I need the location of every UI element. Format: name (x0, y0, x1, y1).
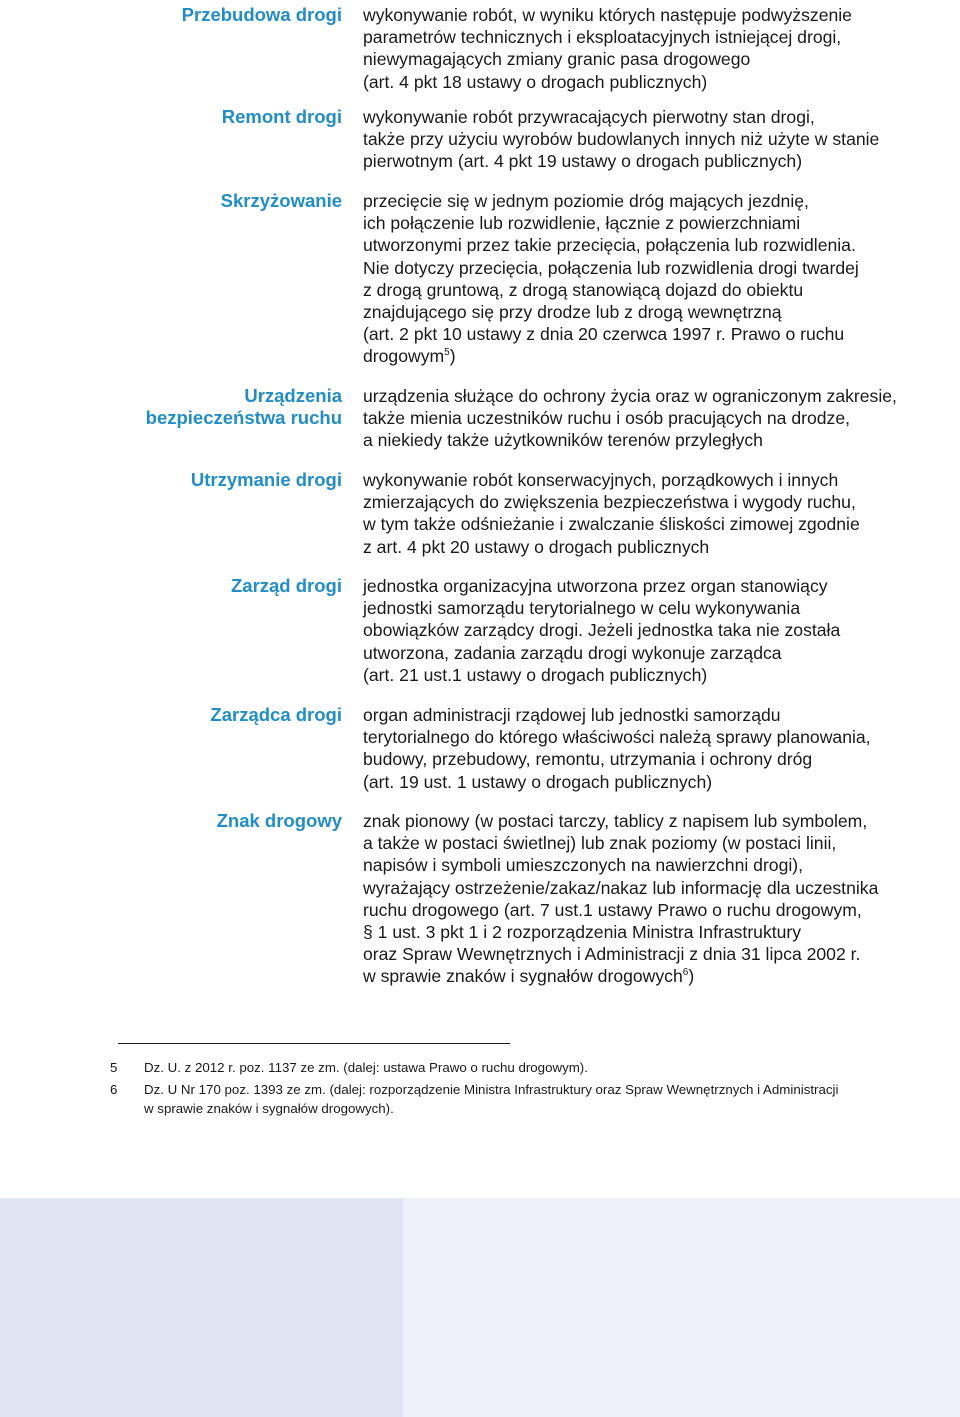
definition-line (363, 965, 960, 987)
glossary-term (12, 106, 342, 128)
term-line: Przebudowa drogi (181, 4, 342, 25)
term-line: Urządzenia (244, 385, 342, 406)
definition-line: budowy, przebudowy, remontu, utrzymania i ochrony dróg (363, 749, 813, 770)
footnote-line: Dz. U Nr 170 poz. 1393 ze zm. (dalej: rozporządzenie Ministra Infrastruktury oraz Spraw Wewnętrznych i Administracji (144, 1082, 839, 1097)
definition-line: zmierzających do zwiększenia bezpieczeństwa i wygody ruchu, (363, 492, 856, 513)
definition-text: drogowym (363, 346, 445, 367)
definition-line: jednostka organizacyjna utworzona przez organ stanowiący (363, 576, 828, 596)
footnote-text (144, 1080, 960, 1118)
footnote-ref: 6 (682, 967, 689, 979)
footnote-ref: 5 (444, 347, 450, 359)
glossary-term (12, 575, 342, 597)
definition-line: jednostki samorządu terytorialnego w celu wykonywania (363, 598, 801, 619)
definition-line: (art. 4 pkt 18 ustawy o drogach publicznych) (363, 71, 708, 92)
definition-line: wyrażający ostrzeżenie/zakaz/nakaz lub informację dla uczestnika (363, 877, 879, 898)
definition-line: z art. 4 pkt 20 ustawy o drogach publicznych (363, 536, 710, 557)
definition-text: w sprawie znaków i sygnałów drogowych (363, 966, 683, 987)
definition-line: § 1 ust. 3 pkt 1 i 2 rozporządzenia Ministra Infrastruktury (363, 922, 802, 943)
definition-line: także mienia uczestników ruchu i osób pracujących na drodze, (363, 408, 851, 429)
definition-line: oraz Spraw Wewnętrznych i Administracji z dnia 31 lipca 2002 r. (363, 944, 861, 965)
footnote-line: w sprawie znaków i sygnałów drogowych). (144, 1101, 394, 1116)
term-line: Zarząd drogi (230, 575, 342, 596)
term-line: Utrzymanie drogi (190, 469, 342, 490)
glossary-definition (363, 385, 960, 452)
footnote-line: Dz. U. z 2012 r. poz. 1137 ze zm. (dalej: ustawa Prawo o ruchu drogowym). (144, 1060, 588, 1075)
glossary-term (12, 810, 342, 832)
footnote-text (144, 1058, 960, 1077)
definition-line (363, 345, 960, 367)
glossary-definition (363, 106, 960, 173)
glossary-term (12, 469, 342, 491)
definition-line: obowiązków zarządcy drogi. Jeżeli jednostka taka nie została (363, 620, 841, 641)
definition-line: a także w postaci świetlnej) lub znak poziomy (w postaci linii, (363, 833, 837, 854)
definition-tail: ) (688, 966, 695, 987)
term-line: Remont drogi (221, 106, 342, 127)
definition-line: wykonywanie robót, w wyniku których następuje podwyższenie (363, 5, 852, 25)
definition-line: organ administracji rządowej lub jednostki samorządu (363, 705, 781, 725)
definition-tail: ) (449, 346, 456, 367)
definition-line: w tym także odśnieżanie i zwalczanie śliskości zimowej zgodnie (363, 514, 860, 535)
term-line: bezpieczeństwa ruchu (145, 407, 342, 428)
glossary-definition (363, 4, 960, 93)
definition-line: z drogą gruntową, z drogą stanowiącą dojazd do obiektu (363, 279, 804, 300)
glossary-term (12, 385, 342, 429)
definition-line: przecięcie się w jednym poziomie dróg mających jezdnię, (363, 191, 809, 211)
footnote-number: 5 (110, 1060, 118, 1075)
footnote-number: 6 (110, 1082, 118, 1097)
definition-line: także przy użyciu wyrobów budowlanych innych niż użyte w stanie (363, 129, 880, 150)
definition-line: utworzona, zadania zarządu drogi wykonuje zarządca (363, 642, 782, 663)
footnote-separator (118, 1043, 510, 1044)
definition-line: (art. 2 pkt 10 ustawy z dnia 20 czerwca 1997 r. Prawo o ruchu (363, 324, 845, 345)
glossary-term (12, 704, 342, 726)
glossary-term (12, 190, 342, 212)
bottom-band-accent (0, 1198, 403, 1417)
definition-line: wykonywanie robót przywracających pierwotny stan drogi, (363, 107, 815, 127)
glossary-definition (363, 190, 960, 368)
glossary-definition (363, 575, 960, 686)
definition-line: ruchu drogowego (art. 7 ust.1 ustawy Prawo o ruchu drogowym, (363, 899, 862, 920)
glossary-term (12, 4, 342, 26)
term-line: Znak drogowy (216, 810, 342, 831)
term-line: Zarządca drogi (210, 704, 342, 725)
glossary-definition (363, 810, 960, 988)
definition-line: parametrów technicznych i eksploatacyjnych istniejącej drogi, (363, 27, 842, 48)
definition-line: urządzenia służące do ochrony życia oraz w ograniczonym zakresie, (363, 386, 897, 406)
definition-line: terytorialnego do którego właściwości należą sprawy planowania, (363, 727, 871, 748)
glossary-definition (363, 469, 960, 558)
definition-line: utworzonymi przez takie przecięcia, połączenia lub rozwidlenia. (363, 235, 856, 256)
definition-line: znajdującego się przy drodze lub z drogą wewnętrzną (363, 302, 782, 323)
term-line: Skrzyżowanie (220, 190, 342, 211)
definition-line: wykonywanie robót konserwacyjnych, porządkowych i innych (363, 470, 839, 490)
definition-line: (art. 19 ust. 1 ustawy o drogach publicznych) (363, 771, 713, 792)
definition-line: napisów i symboli umieszczonych na nawierzchni drogi), (363, 855, 804, 876)
definition-line: ich połączenie lub rozwidlenie, łącznie z powierzchniami (363, 213, 801, 234)
definition-line: znak pionowy (w postaci tarczy, tablicy z napisem lub symbolem, (363, 811, 868, 831)
glossary-definition (363, 704, 960, 793)
definition-line: pierwotnym (art. 4 pkt 19 ustawy o drogach publicznych) (363, 151, 803, 172)
definition-line: (art. 21 ust.1 ustawy o drogach publicznych) (363, 664, 708, 685)
definition-line: niewymagających zmiany granic pasa drogowego (363, 49, 751, 70)
definition-line: Nie dotyczy przecięcia, połączenia lub rozwidlenia drogi twardej (363, 257, 859, 278)
definition-line: a niekiedy także użytkowników terenów przyległych (363, 430, 763, 451)
